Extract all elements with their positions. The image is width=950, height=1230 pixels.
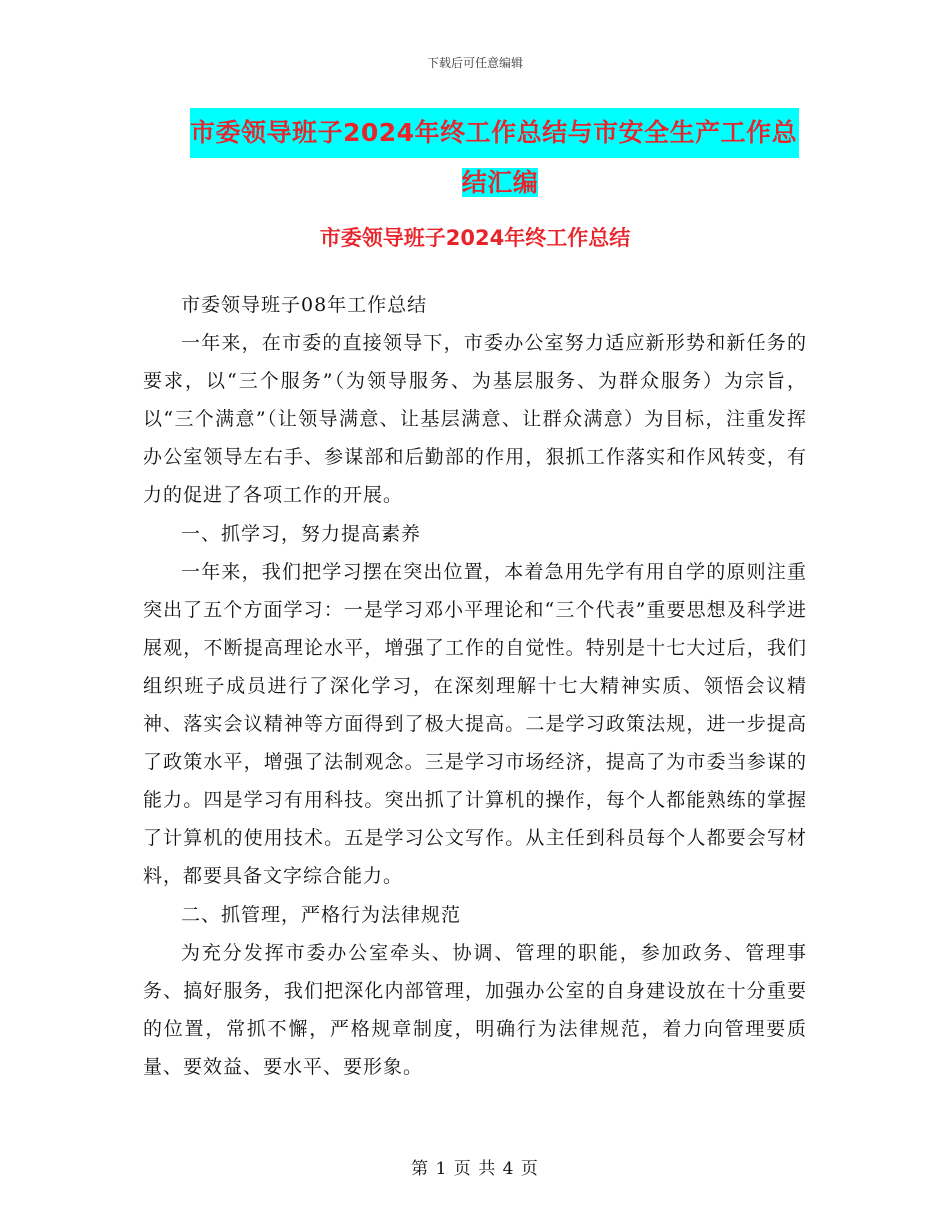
document-title-line-2: 结汇编 xyxy=(461,168,539,197)
document-title-line-1: 市委领导班子2024年终工作总结与市安全生产工作总 xyxy=(190,108,799,158)
paragraph-study: 一年来，我们把学习摆在突出位置，本着急用先学有用自学的原则注重突出了五个方面学习：一是学习邓小平理论和“三个代表”重要思想及科学进展观，不断提高理论水平，增强了工作的自觉性。特别是十七大过后，我们组织班子成员进行了深化学习，在深刻理解十七大精神实质、领悟会议精神、落实会议精神等方面得到了极大提高。二是学习政策法规，进一步提高了政策水平，增强了法制观念。三是学习市场经济，提高了为市委当参谋的能力。四是学习有用科技。突出抓了计算机的操作，每个人都能熟练的掌握了计算机的使用技术。五是学习公文写作。从主任到科员每个人都要会写材料，都要具备文字综合能力。 xyxy=(143,560,807,888)
document-title-line-2-wrapper xyxy=(190,158,810,208)
section-title: 市委领导班子2024年终工作总结 xyxy=(319,226,631,250)
paragraph-heading-management: 二、抓管理，严格行为法律规范 xyxy=(181,903,462,926)
paragraph-intro: 一年来，在市委的直接领导下，市委办公室努力适应新形势和新任务的要求，以“三个服务”（为领导服务、为基层服务、为群众服务）为宗旨，以“三个满意”（让领导满意、让基层满意、让群众满意）为目标，注重发挥办公室领导左右手、参谋部和后勤部的作用，狠抓工作落实和作风转变，有力的促进了各项工作的开展。 xyxy=(143,332,807,507)
paragraph-heading-study: 一、抓学习，努力提高素养 xyxy=(181,522,422,545)
page-footer: 第 1 页 共 4 页 xyxy=(411,1159,539,1179)
paragraph-management: 为充分发挥市委办公室牵头、协调、管理的职能，参加政务、管理事务、搞好服务，我们把深化内部管理，加强办公室的自身建设放在十分重要的位置，常抓不懈，严格规章制度，明确行为法律规范，着力向管理要质量、要效益、要水平、要形象。 xyxy=(143,941,807,1078)
page-header-note: 下载后可任意编辑 xyxy=(426,56,523,70)
paragraph-subtitle: 市委领导班子08年工作总结 xyxy=(181,294,428,316)
document-body xyxy=(143,286,807,1086)
document-title xyxy=(190,108,810,208)
